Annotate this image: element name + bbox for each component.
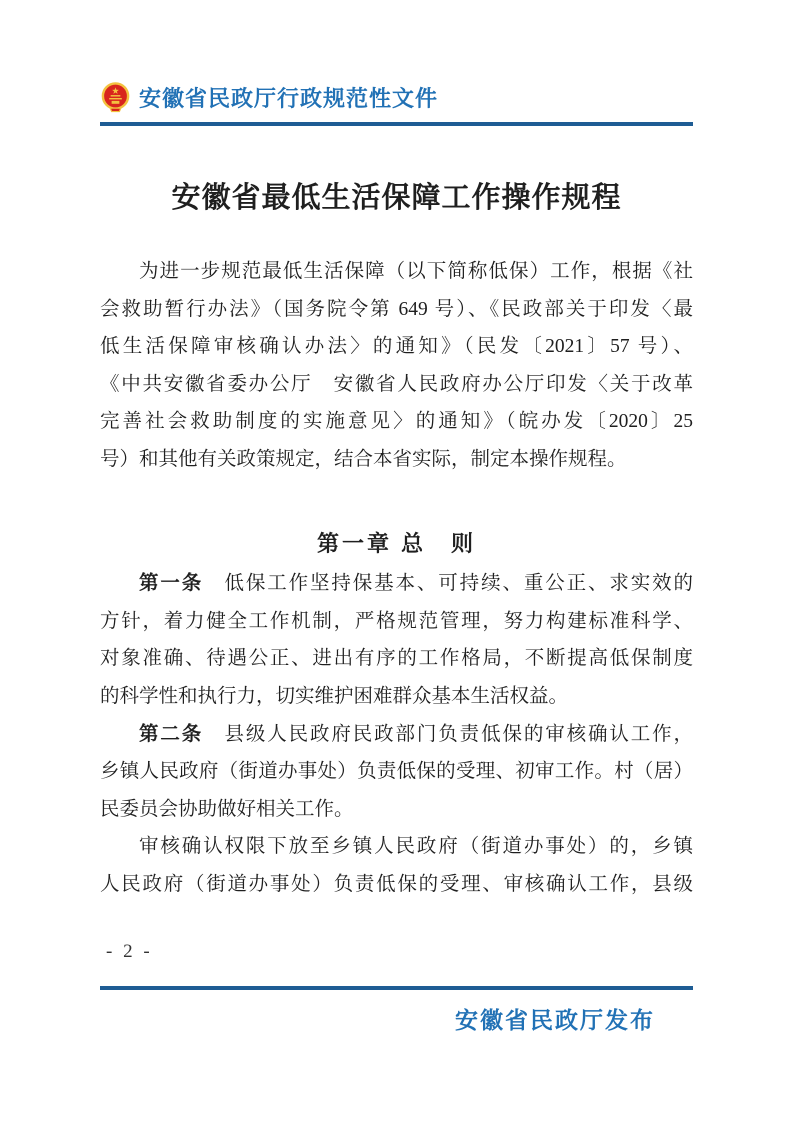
text-line: 对象准确、待遇公正、进出有序的工作格局，不断提高低保制度	[100, 648, 693, 670]
paragraph	[100, 828, 693, 903]
footer-rule	[100, 986, 693, 990]
chapter-heading: 第一章 总 则	[316, 530, 477, 556]
article-number-label: 第一条	[139, 572, 204, 595]
text-line: 为进一步规范最低生活保障（以下简称低保）工作，根据《社	[139, 261, 693, 282]
text-line: 审核确认权限下放至乡镇人民政府（街道办事处）的，乡镇	[139, 836, 693, 858]
text-line: 完善社会救助制度的实施意见〉的通知》（皖办发〔2020〕25	[100, 411, 693, 433]
paragraph	[100, 253, 693, 479]
header-agency-label: 安徽省民政厅行政规范性文件	[139, 86, 439, 111]
national-emblem-icon	[100, 82, 131, 113]
text-line: 方针，着力健全工作机制，严格规范管理，努力构建标准科学、	[100, 610, 693, 632]
publisher-label: 安徽省民政厅发布	[455, 1007, 655, 1033]
text-line: 《中共安徽省委办公厅 安徽省人民政府办公厅印发〈关于改革	[100, 373, 693, 395]
text-line: 第一条 低保工作坚持保基本、可持续、重公正、求实效的	[139, 572, 693, 595]
text-line: 人民政府（街道办事处）负责低保的受理、审核确认工作，县级	[100, 873, 693, 895]
article-number-label: 第二条	[139, 722, 204, 745]
document-title: 安徽省最低生活保障工作操作规程	[171, 182, 622, 214]
text-line: 第二条 县级人民政府民政部门负责低保的审核确认工作，	[139, 722, 693, 745]
header-rule	[100, 122, 693, 126]
document-header	[100, 82, 693, 126]
text-line: 号）和其他有关政策规定，结合本省实际，制定本操作规程。	[100, 448, 627, 470]
text-line: 的科学性和执行力，切实维护困难群众基本生活权益。	[100, 685, 569, 707]
text-line: 低生活保障审核确认办法〉的通知》（民发〔2021〕57 号）、	[100, 336, 693, 358]
page-number: - 2 -	[106, 941, 153, 962]
paragraph	[100, 565, 693, 715]
text-line: 乡镇人民政府（街道办事处）负责低保的受理、初审工作。村（居）	[100, 761, 693, 783]
text-line: 会救助暂行办法》（国务院令第 649 号）、《民政部关于印发〈最	[100, 298, 693, 320]
paragraph	[100, 716, 693, 829]
document-body	[100, 253, 693, 904]
text-line: 民委员会协助做好相关工作。	[100, 798, 354, 820]
